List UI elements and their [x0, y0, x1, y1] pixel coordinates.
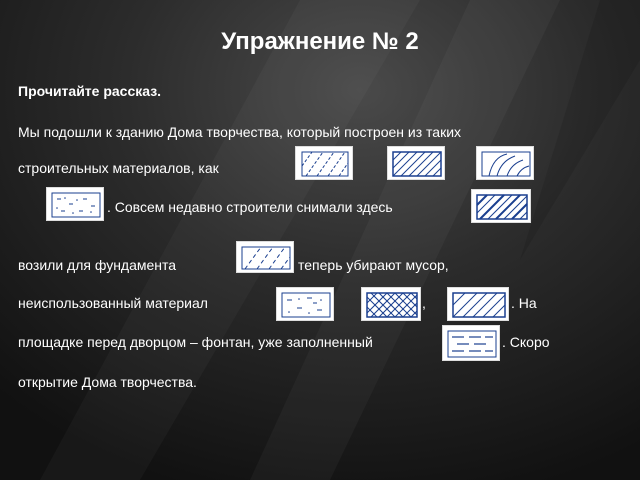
- story-line-2: строительных материалов, как: [18, 160, 219, 176]
- bold-diagonal-hatch-icon: [471, 189, 531, 223]
- curved-arc-hatch-icon: [476, 146, 534, 180]
- story-line-4b: теперь убирают мусор,: [298, 257, 449, 273]
- dashed-diagonal-hatch-icon: [295, 146, 353, 180]
- diagonal-hatch-icon: [447, 287, 509, 321]
- story-line-5a: неиспользованный материал: [18, 295, 208, 311]
- story-line-5c: . На: [511, 295, 537, 311]
- story-line-6a: площадке перед дворцом – фонтан, уже заполненный: [18, 334, 373, 350]
- story-line-5b: ,: [422, 295, 426, 311]
- slide-title: Упражнение № 2: [221, 28, 419, 55]
- water-dash-lines-icon: [442, 325, 500, 361]
- sparse-dashed-hatch-icon: [236, 241, 294, 273]
- dotted-dash-pattern-icon: [276, 287, 334, 321]
- story-line-7: открытие Дома творчества.: [18, 374, 197, 390]
- cross-hatch-icon: [361, 287, 421, 321]
- dot-dash-pattern-icon: [46, 187, 104, 221]
- story-line-3: . Совсем недавно строители снимали здесь: [107, 199, 393, 215]
- dense-diagonal-hatch-icon: [387, 146, 445, 180]
- story-line-1: Мы подошли к зданию Дома творчества, который построен из таких: [18, 124, 462, 140]
- story-line-4a: возили для фундамента: [18, 257, 177, 273]
- instruction-text: Прочитайте рассказ.: [18, 83, 162, 99]
- story-line-6b: . Скоро: [502, 334, 550, 350]
